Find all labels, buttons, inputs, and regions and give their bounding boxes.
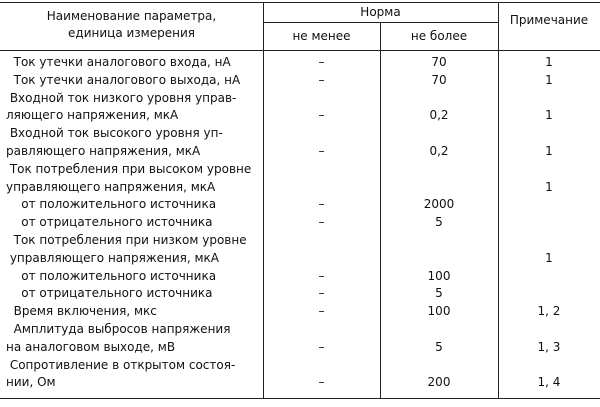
param-name-line: на аналоговом выходе, мВ bbox=[6, 339, 176, 354]
param-name-line: Время включения, мкс bbox=[6, 304, 157, 319]
param-name-line: нии, Ом bbox=[6, 375, 56, 390]
min-value: – bbox=[318, 286, 325, 301]
header-note: Примечание bbox=[509, 13, 589, 27]
max-value: 2000 bbox=[423, 197, 455, 212]
max-value: 0,2 bbox=[429, 108, 449, 123]
table-top-rule bbox=[0, 2, 600, 3]
note-value: 1, 4 bbox=[537, 375, 561, 390]
min-value: – bbox=[318, 339, 325, 354]
min-value: – bbox=[318, 55, 325, 69]
max-value: 200 bbox=[427, 375, 451, 390]
min-value: – bbox=[318, 375, 325, 390]
header-param-line2: единица измерения bbox=[68, 26, 195, 40]
param-name-line: Сопротивление в открытом состоя- bbox=[6, 357, 236, 372]
max-value: 100 bbox=[427, 304, 451, 319]
param-name-line: ляющего напряжения, мкА bbox=[6, 108, 179, 123]
note-value: 1, 3 bbox=[537, 339, 561, 354]
note-value: 1 bbox=[545, 179, 553, 194]
param-name-line: Ток потребления при низком уровне bbox=[6, 233, 247, 247]
note-value: 1 bbox=[545, 72, 553, 87]
min-value: – bbox=[318, 144, 325, 158]
param-name-line: Ток утечки аналогового входа, нА bbox=[6, 55, 231, 69]
max-value: 0,2 bbox=[429, 144, 449, 158]
param-name-line: Входной ток низкого уровня управ- bbox=[6, 90, 237, 105]
header-norm: Норма bbox=[360, 5, 401, 19]
note-value: 1 bbox=[545, 250, 553, 265]
param-name-line: от отрицательного источника bbox=[6, 286, 213, 301]
param-name-line: Входной ток высокого уровня уп- bbox=[6, 126, 223, 141]
table-bottom-rule bbox=[0, 398, 600, 399]
param-name-line: от положительного источника bbox=[6, 197, 217, 212]
header-max: не более bbox=[410, 29, 468, 43]
max-value: 5 bbox=[435, 215, 443, 230]
param-name-line: от отрицательного источника bbox=[6, 215, 213, 230]
param-name-line: управляющего напряжения, мкА bbox=[6, 179, 216, 194]
note-value: 1 bbox=[545, 108, 553, 123]
max-value: 70 bbox=[431, 55, 447, 69]
max-value: 100 bbox=[427, 268, 451, 283]
min-value: – bbox=[318, 197, 325, 212]
header-bottom-rule bbox=[0, 50, 600, 51]
min-value: – bbox=[318, 304, 325, 319]
min-value: – bbox=[318, 72, 325, 87]
note-value: 1 bbox=[545, 55, 553, 69]
header-min: не менее bbox=[292, 29, 351, 43]
param-name-line: управляющего напряжения, мкА bbox=[6, 250, 220, 265]
param-name-line: Ток потребления при высоком уровне bbox=[6, 161, 252, 176]
max-value: 5 bbox=[435, 286, 443, 301]
note-value: 1 bbox=[545, 144, 553, 158]
note-value: 1, 2 bbox=[537, 304, 561, 319]
param-name-line: Амплитуда выбросов напряжения bbox=[6, 322, 231, 336]
param-name-line: от положительного источника bbox=[6, 268, 217, 283]
min-value: – bbox=[318, 108, 325, 123]
max-value: 70 bbox=[431, 72, 447, 87]
min-value: – bbox=[318, 268, 325, 283]
param-name-line: Ток утечки аналогового выхода, нА bbox=[6, 72, 241, 87]
param-name-line: равляющего напряжения, мкА bbox=[6, 144, 201, 158]
max-value: 5 bbox=[435, 339, 443, 354]
header-param-line1: Наименование параметра, bbox=[46, 9, 217, 23]
min-value: – bbox=[318, 215, 325, 230]
